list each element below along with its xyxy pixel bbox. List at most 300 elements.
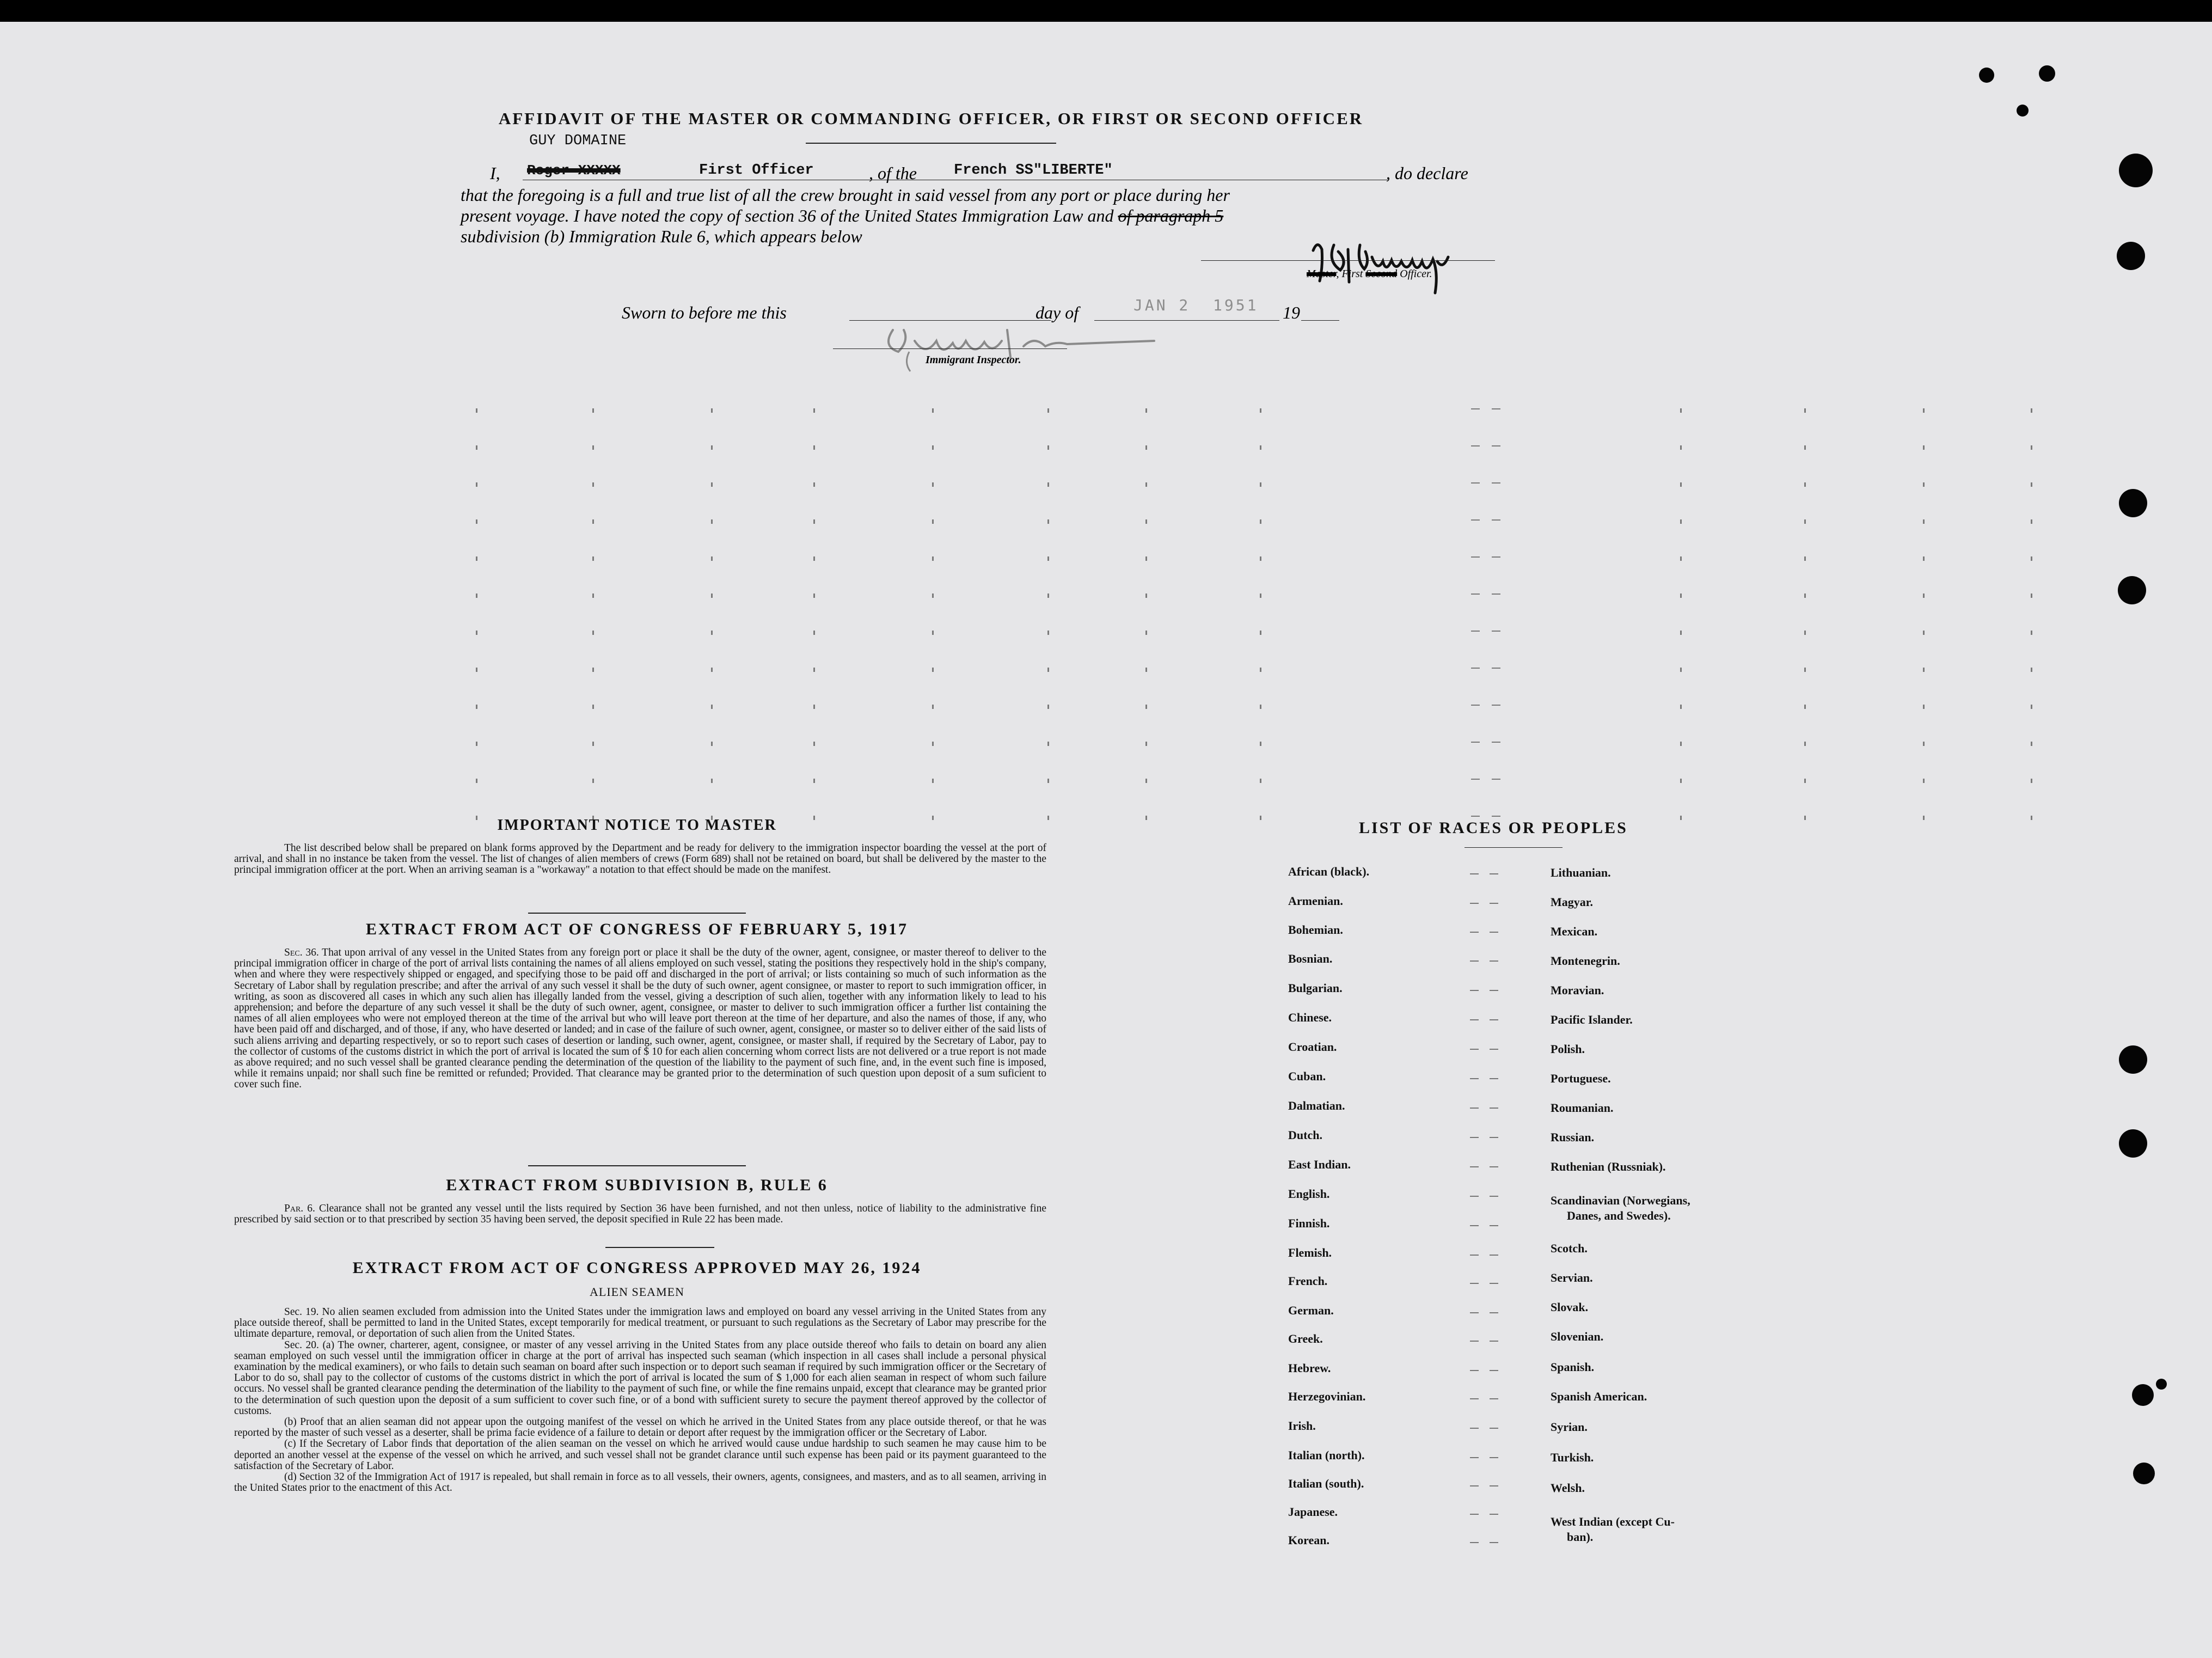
column-dot xyxy=(476,556,477,561)
subdivision-b-body xyxy=(234,1203,1046,1225)
column-dot xyxy=(1923,779,1925,783)
column-dot xyxy=(1492,594,1500,595)
column-dot xyxy=(592,631,594,635)
declaration-body-line3: subdivision (b) Immigration Rule 6, which appears below xyxy=(461,227,862,246)
race-dash xyxy=(1490,1108,1498,1109)
struck-paragraph-5: of paragraph 5 xyxy=(1118,206,1224,225)
race-item: Pacific Islander. xyxy=(1551,1013,1633,1026)
inspector-caption: Immigrant Inspector. xyxy=(926,354,1021,366)
column-dot xyxy=(1047,408,1049,413)
extract-1917-body xyxy=(234,947,1046,1091)
column-dot xyxy=(2031,408,2032,413)
sec-20a-text: Sec. 20. (a) The owner, charterer, agent, consignee, or master of any vessel arriving in the United States from any place outside thereof who fails to detain on board any alien seaman employed on such vessel until the immigration officer in charge at the port of arrival has inspected such seaman (which inspection in all cases shall include a personal physical examination by the medical examiners), or who fails to detain such seaman on board after such inspection or to deport such seaman if required by such immigration officer or the Secretary of Labor to do so, shall pay to the collector of customs of the customs district in which the port of arrival is located the sum of $ 1,000 for each alien seaman in respect of whom such failure occurs. No vessel shall be granted clearance pending the determination of the liability to the payment of such fine, or while the fine remains unpaid, except that clearance may be granted prior to the determination of such question upon the deposit of a sum sufficient to cover such fine, or of a bond with sufficient surety to secure the payment thereof approved by the collector of customs. xyxy=(234,1339,1046,1417)
race-item: Spanish. xyxy=(1551,1360,1595,1374)
column-dot xyxy=(592,556,594,561)
race-dash xyxy=(1470,1108,1479,1109)
column-dot xyxy=(1145,445,1147,450)
column-dot xyxy=(1145,519,1147,524)
inspector-underline xyxy=(833,348,1067,349)
race-dash xyxy=(1470,1255,1479,1256)
race-dash xyxy=(1490,1196,1498,1197)
race-item: Bulgarian. xyxy=(1288,981,1343,995)
column-dot xyxy=(1680,594,1682,598)
column-dot xyxy=(1492,556,1500,558)
race-dash xyxy=(1490,1485,1498,1486)
struck-second: Second xyxy=(1365,268,1398,280)
race-item: Chinese. xyxy=(1288,1011,1332,1024)
column-dot xyxy=(592,742,594,746)
column-dot xyxy=(1260,631,1261,635)
column-dot xyxy=(1260,408,1261,413)
race-dash xyxy=(1470,990,1479,991)
column-dot xyxy=(711,668,713,672)
race-dash xyxy=(1490,1166,1498,1167)
column-dot xyxy=(1145,779,1147,783)
punch-hole xyxy=(1979,68,1994,83)
year-underline xyxy=(1301,320,1339,321)
race-dash xyxy=(1490,1312,1498,1313)
punch-hole xyxy=(2117,242,2145,270)
race-item: Hebrew. xyxy=(1288,1361,1331,1375)
punch-hole xyxy=(2132,1384,2154,1406)
extract-1924-body xyxy=(234,1307,1046,1494)
typed-officer-name: GUY DOMAINE xyxy=(529,133,627,149)
column-dot xyxy=(1471,779,1480,780)
races-title: LIST OF RACES OR PEOPLES xyxy=(1359,819,1628,837)
column-dot xyxy=(1260,445,1261,450)
column-dot xyxy=(1680,816,1682,820)
column-dot xyxy=(932,705,934,709)
race-item: Magyar. xyxy=(1551,895,1594,909)
officer-rank: First Officer xyxy=(699,162,814,179)
race-item: ban). xyxy=(1567,1530,1594,1544)
sec-36-text: That upon arrival of any vessel in the United States from any foreign port or place it shall be the duty of the owner, agent, consignee, or master thereof to deliver to the principal immigration officer in charge of the port of arrival lists containing the names of all aliens employed on such vessel, stating the positions they respectively hold in the ship's company, when and where they were respectively shipped or engaged, and specifying those to be paid off and discharged in the port of arrival; or lists containing so much of such information as the Secretary of Labor shall by regulation prescribe; and after the arrival of any such vessel it shall be the duty of such owner, agent consignee, or master to report to such immigration officer, in writing, as soon as discovered all cases in which any such alien has illegally landed from the vessel, giving a description of such alien, together with any information likely to lead to his apprehension; and before the departure of any such vessel it shall be the duty of such owner, agent, consignee, or master to deliver to such immigration officer a further list containing the names of all alien employees who were not employed thereon at the time of the arrival but who will leave port thereon at the time of her departure, and also the names of those, if any, who have been paid off and discharged, and of those, if any, who have deserted or landed; and in case of the failure of such owner, agent, consignee, or master so to deliver either of the said lists of such aliens arriving and departing respectively, or so to report such cases of desertion or landing, such owner, agent, consignee, or master shall, if required by the Secretary of Labor, pay to the collector of customs of the customs district in which the port of arrival is located the sum of $ 10 for each alien concerning whom correct lists are not delivered or a true report is not made as above required; and no such vessel shall be granted clearance pending the determination of the question of the liability to the payment of such fine, and, in the event such fine is imposed, while it remains unpaid; nor shall such fine be remitted or refunded; Provided. That clearance may be granted prior to the determination of such question upon deposit of a sum suficient to cover such fine. xyxy=(234,947,1046,1091)
subdivision-b-rule xyxy=(605,1247,714,1248)
column-dot xyxy=(711,556,713,561)
race-dash xyxy=(1470,1019,1479,1020)
column-dot xyxy=(1680,482,1682,487)
column-dot xyxy=(1923,556,1925,561)
column-dot xyxy=(1260,705,1261,709)
race-item: Slovak. xyxy=(1551,1300,1589,1314)
race-item: Spanish American. xyxy=(1551,1390,1647,1403)
column-dot xyxy=(1923,631,1925,635)
race-dash xyxy=(1490,1514,1498,1515)
column-dot xyxy=(1260,482,1261,487)
column-dot xyxy=(1047,482,1049,487)
column-dot xyxy=(932,779,934,783)
column-dot xyxy=(1680,631,1682,635)
column-dot xyxy=(1680,742,1682,746)
race-dash xyxy=(1490,1225,1498,1226)
column-dot xyxy=(1145,742,1147,746)
name-underline xyxy=(806,143,1056,144)
column-dot xyxy=(813,668,815,672)
race-dash xyxy=(1470,1283,1479,1284)
race-item: Lithuanian. xyxy=(1551,866,1611,879)
race-item: Welsh. xyxy=(1551,1481,1585,1495)
column-dot xyxy=(1680,519,1682,524)
column-dot xyxy=(932,556,934,561)
race-dash xyxy=(1490,960,1498,962)
column-dot xyxy=(476,482,477,487)
column-dot xyxy=(1260,519,1261,524)
race-item: Dutch. xyxy=(1288,1128,1322,1142)
column-dot xyxy=(2031,482,2032,487)
race-dash xyxy=(1470,1078,1479,1079)
signature-underline xyxy=(1201,260,1495,261)
column-dot xyxy=(2031,779,2032,783)
column-dot xyxy=(932,482,934,487)
column-dot xyxy=(1471,631,1480,632)
race-item: Roumanian. xyxy=(1551,1101,1614,1115)
race-item: Syrian. xyxy=(1551,1420,1588,1434)
race-dash xyxy=(1490,1457,1498,1458)
do-declare-label: , do declare xyxy=(1386,163,1468,183)
race-dash xyxy=(1490,1542,1498,1543)
column-dot xyxy=(1260,779,1261,783)
race-item: Russian. xyxy=(1551,1130,1595,1144)
race-item: Bohemian. xyxy=(1288,923,1343,937)
column-dot xyxy=(1260,556,1261,561)
column-dot xyxy=(1804,631,1806,635)
race-dash xyxy=(1490,1255,1498,1256)
column-dot xyxy=(476,594,477,598)
column-dot xyxy=(1047,705,1049,709)
race-dash xyxy=(1470,1457,1479,1458)
column-dot xyxy=(476,705,477,709)
column-dot xyxy=(1923,519,1925,524)
column-dot xyxy=(1471,705,1480,706)
race-item: Slovenian. xyxy=(1551,1330,1604,1343)
punch-hole xyxy=(2119,1129,2147,1158)
race-item: Portuguese. xyxy=(1551,1072,1611,1085)
race-item: Ruthenian (Russniak). xyxy=(1551,1160,1666,1173)
column-dot xyxy=(2031,816,2032,820)
column-dot xyxy=(1471,594,1480,595)
column-dot xyxy=(1923,742,1925,746)
race-dash xyxy=(1490,1019,1498,1020)
column-dot xyxy=(932,445,934,450)
race-dash xyxy=(1470,960,1479,962)
race-item: French. xyxy=(1288,1274,1328,1288)
column-dot xyxy=(1260,742,1261,746)
race-item: English. xyxy=(1288,1187,1330,1201)
column-dot xyxy=(1492,408,1500,409)
column-dot xyxy=(1145,408,1147,413)
struck-master: Master xyxy=(1307,268,1337,280)
column-dot xyxy=(1471,556,1480,558)
notice-rule xyxy=(528,913,746,914)
column-dot xyxy=(1047,779,1049,783)
column-dot xyxy=(1260,668,1261,672)
column-dot xyxy=(813,408,815,413)
column-dot xyxy=(1923,408,1925,413)
sec-20b-text: (b) Proof that an alien seaman did not appear upon the outgoing manifest of the vessel on which he arrived in the United States from any place outside thereof, or that he was reported by the master of such vessel as a deserter, shall be prima facie evidence of a failure to detain or deport after request by the immigration officer or the Secretary of Labor. xyxy=(234,1416,1046,1439)
race-dash xyxy=(1490,1341,1498,1342)
race-dash xyxy=(1470,1370,1479,1371)
column-dot xyxy=(476,408,477,413)
column-dot xyxy=(476,445,477,450)
caption-first: , First xyxy=(1336,268,1363,280)
race-dash xyxy=(1490,1283,1498,1284)
column-dot xyxy=(813,594,815,598)
column-dot xyxy=(711,482,713,487)
column-dot xyxy=(2031,594,2032,598)
column-dot xyxy=(592,519,594,524)
declaration-body-line1: that the foregoing is a full and true list of all the crew brought in said vessel from any port or place during her xyxy=(461,185,1230,205)
race-item: Polish. xyxy=(1551,1042,1585,1056)
race-dash xyxy=(1490,932,1498,933)
column-dot xyxy=(1923,816,1925,820)
punch-hole xyxy=(2119,489,2147,517)
column-dot xyxy=(1804,519,1806,524)
race-item: Finnish. xyxy=(1288,1216,1330,1230)
race-dash xyxy=(1490,1078,1498,1079)
race-dash xyxy=(1470,1137,1479,1138)
column-dot xyxy=(1260,594,1261,598)
race-dash xyxy=(1470,1166,1479,1167)
punch-hole xyxy=(2017,105,2029,117)
column-dot xyxy=(1145,594,1147,598)
race-item: Servian. xyxy=(1551,1271,1593,1284)
column-dot xyxy=(1047,631,1049,635)
race-item: Italian (south). xyxy=(1288,1477,1364,1490)
column-dot xyxy=(1804,445,1806,450)
column-dot xyxy=(1680,556,1682,561)
race-item: Scandinavian (Norwegians, xyxy=(1551,1194,1690,1207)
race-dash xyxy=(1470,1049,1479,1050)
column-dot xyxy=(1047,519,1049,524)
race-item: Danes, and Swedes). xyxy=(1567,1209,1671,1222)
race-dash xyxy=(1490,903,1498,904)
punch-hole xyxy=(2119,1045,2147,1074)
race-item: Mexican. xyxy=(1551,925,1598,938)
caption-officer: Officer. xyxy=(1397,268,1432,280)
sec-20c-text: (c) If the Secretary of Labor finds that deportation of the alien seaman on the vessel on which he arrived would cause undue hardship to such seamen he may cause him to be deported an another vessel at the expense of the vessel on which he arrived, and such vessel shall not be grandet clarance until such expense has been paid or its payment guaranteed to the satisfaction of the Secretary of Labor. xyxy=(234,1438,1046,1472)
column-dot xyxy=(2031,705,2032,709)
column-dot xyxy=(1145,631,1147,635)
race-dash xyxy=(1490,1428,1498,1429)
race-dash xyxy=(1490,1370,1498,1371)
notice-title: IMPORTANT NOTICE TO MASTER xyxy=(497,817,777,834)
column-dot xyxy=(592,482,594,487)
day-of-label: day of xyxy=(1035,303,1079,322)
column-dot xyxy=(592,445,594,450)
column-dot xyxy=(1680,408,1682,413)
column-dot xyxy=(1923,594,1925,598)
column-dot xyxy=(1260,816,1261,820)
race-item: Herzegovinian. xyxy=(1288,1390,1366,1403)
column-dot xyxy=(1680,445,1682,450)
race-item: Japanese. xyxy=(1288,1505,1338,1519)
column-dot xyxy=(1680,779,1682,783)
column-dot xyxy=(1047,668,1049,672)
column-dot xyxy=(1923,445,1925,450)
race-item: Dalmatian. xyxy=(1288,1099,1345,1112)
column-dot xyxy=(2031,519,2032,524)
column-dot xyxy=(1145,705,1147,709)
column-dot xyxy=(711,779,713,783)
column-dot xyxy=(813,556,815,561)
column-dot xyxy=(476,631,477,635)
race-dash xyxy=(1470,1398,1479,1399)
notice-text: The list described below shall be prepared on blank forms approved by the Department and be ready for delivery to the immigration inspector boarding the vessel at the port of arrival, and shall in no instance be taken from the vessel. The list of changes of alien members of crews (Form 689) shall not be retained on board, but shall be delivered by the master to the principal immigration officer at the port. When an arriving seaman is a "workaway" a notation to that effect should be made on the manifest. xyxy=(234,842,1046,876)
race-dash xyxy=(1470,1312,1479,1313)
column-dot xyxy=(2031,556,2032,561)
extract-1917-rule xyxy=(528,1165,746,1166)
declaration-body-line2 xyxy=(461,206,1223,226)
column-dot xyxy=(1471,668,1480,669)
sworn-label: Sworn to before me this xyxy=(622,303,787,322)
extract-1924-title: EXTRACT FROM ACT OF CONGRESS APPROVED MAY 26, 1924 xyxy=(352,1259,922,1277)
column-dot xyxy=(711,445,713,450)
race-item: Armenian. xyxy=(1288,894,1343,908)
column-dot xyxy=(1471,742,1480,743)
punch-hole xyxy=(2119,154,2153,187)
column-dot xyxy=(711,631,713,635)
column-dot xyxy=(1680,668,1682,672)
date-stamp: JAN 2 1951 xyxy=(1133,296,1259,314)
column-dot xyxy=(1804,482,1806,487)
race-dash xyxy=(1470,1428,1479,1429)
race-item: Turkish. xyxy=(1551,1451,1594,1464)
extract-1917-title: EXTRACT FROM ACT OF CONGRESS OF FEBRUARY 5, 1917 xyxy=(365,920,909,938)
race-dash xyxy=(1470,903,1479,904)
race-dash xyxy=(1490,1049,1498,1050)
column-dot xyxy=(1804,816,1806,820)
signature-caption xyxy=(1307,268,1432,280)
column-dot xyxy=(813,779,815,783)
race-dash xyxy=(1490,1398,1498,1399)
affidavit-heading: AFFIDAVIT OF THE MASTER OR COMMANDING OFFICER, OR FIRST OR SECOND OFFICER xyxy=(498,109,1364,128)
column-dot xyxy=(1492,816,1500,817)
column-dot xyxy=(2031,668,2032,672)
column-dot xyxy=(1923,705,1925,709)
column-dot xyxy=(476,779,477,783)
year-prefix: 19 xyxy=(1283,303,1300,322)
struck-name: Roger XXXXX xyxy=(527,162,621,179)
alien-seamen-subtitle: ALIEN SEAMEN xyxy=(590,1285,684,1299)
column-dot xyxy=(1047,816,1049,820)
column-dot xyxy=(1471,408,1480,409)
column-dot xyxy=(2031,631,2032,635)
race-item: West Indian (except Cu- xyxy=(1551,1515,1675,1528)
column-dot xyxy=(2031,445,2032,450)
column-dot xyxy=(1804,779,1806,783)
race-item: German. xyxy=(1288,1304,1334,1317)
column-dot xyxy=(1047,445,1049,450)
race-item: African (black). xyxy=(1288,865,1370,878)
race-item: Cuban. xyxy=(1288,1069,1326,1083)
column-dot xyxy=(711,705,713,709)
column-dot xyxy=(932,519,934,524)
par-6-label: Par. 6. xyxy=(284,1203,315,1214)
race-dash xyxy=(1490,990,1498,991)
column-dot xyxy=(1145,816,1147,820)
column-dot xyxy=(2031,742,2032,746)
column-dot xyxy=(711,594,713,598)
column-dot xyxy=(1492,779,1500,780)
column-dot xyxy=(476,668,477,672)
subdivision-b-title: EXTRACT FROM SUBDIVISION B, RULE 6 xyxy=(446,1176,828,1194)
column-dot xyxy=(592,779,594,783)
column-dot xyxy=(1047,556,1049,561)
column-dot xyxy=(1047,594,1049,598)
race-dash xyxy=(1470,1485,1479,1486)
column-dot xyxy=(1923,668,1925,672)
column-dot xyxy=(932,594,934,598)
column-dot xyxy=(1492,519,1500,521)
race-item: Flemish. xyxy=(1288,1246,1332,1259)
declaration-i-label: I, xyxy=(490,163,500,183)
column-dot xyxy=(711,519,713,524)
race-item: Moravian. xyxy=(1551,983,1604,997)
race-item: Greek. xyxy=(1288,1332,1323,1345)
race-dash xyxy=(1470,1542,1479,1543)
column-dot xyxy=(932,408,934,413)
vessel-name: French SS"LIBERTE" xyxy=(954,162,1113,179)
column-dot xyxy=(1471,482,1480,484)
column-dot xyxy=(1492,482,1500,484)
sec-19-text: Sec. 19. No alien seamen excluded from admission into the United States under the immigration laws and employed on board any vessel arriving in the United States from any place outside thereof, shall be permitted to land in the United States, except temporarily for medical treatment, or pursuant to such regulations as the Secretary of Labor may prescribe for the ultimate departure, removal, or deportation of such alien from the United States. xyxy=(234,1306,1046,1340)
race-dash xyxy=(1490,873,1498,874)
column-dot xyxy=(1492,445,1500,446)
race-dash xyxy=(1470,1514,1479,1515)
column-dot xyxy=(592,408,594,413)
column-dot xyxy=(1145,556,1147,561)
punch-hole xyxy=(2118,576,2146,604)
column-dot xyxy=(592,668,594,672)
column-dot xyxy=(1804,705,1806,709)
column-dot xyxy=(1492,742,1500,743)
sec-20d-text: (d) Section 32 of the Immigration Act of 1917 is repealed, but shall remain in force as to all vessels, their owners, agents, consignees, and masters, and as to all seamen, arriving in the United States prior to the enactment of this Act. xyxy=(234,1471,1046,1494)
of-the-label: , of the xyxy=(869,163,917,183)
column-dot xyxy=(1145,482,1147,487)
column-dot xyxy=(1804,556,1806,561)
column-dot xyxy=(711,408,713,413)
race-item: Montenegrin. xyxy=(1551,954,1620,968)
column-dot xyxy=(1492,705,1500,706)
par-6-text: Clearance shall not be granted any vessel until the lists required by Section 36 have been furnished, and not then unless, notice of liability to the administrative fine prescribed by said section or to that prescribed by section 35 having been served, the deposit specified in Rule 22 has been made. xyxy=(234,1203,1046,1226)
officer-signature xyxy=(1296,229,1492,299)
column-dot xyxy=(711,742,713,746)
punch-hole xyxy=(2133,1463,2155,1484)
race-item: Bosnian. xyxy=(1288,952,1333,965)
race-dash xyxy=(1470,1341,1479,1342)
column-dot xyxy=(1680,705,1682,709)
column-dot xyxy=(813,705,815,709)
column-dot xyxy=(1804,668,1806,672)
column-dot xyxy=(1492,631,1500,632)
sec-36-label: Sec. 36. xyxy=(284,947,319,958)
column-dot xyxy=(1804,742,1806,746)
column-dot xyxy=(1804,408,1806,413)
column-dot xyxy=(1471,445,1480,446)
race-item: Scotch. xyxy=(1551,1241,1588,1255)
column-dot xyxy=(1492,668,1500,669)
race-dash xyxy=(1470,1225,1479,1226)
column-dot xyxy=(1471,519,1480,521)
column-dot xyxy=(813,482,815,487)
column-dot xyxy=(932,742,934,746)
column-dot xyxy=(813,742,815,746)
column-dot xyxy=(1145,668,1147,672)
column-dot xyxy=(813,519,815,524)
race-dash xyxy=(1490,1137,1498,1138)
column-dot xyxy=(476,519,477,524)
column-dot xyxy=(592,594,594,598)
